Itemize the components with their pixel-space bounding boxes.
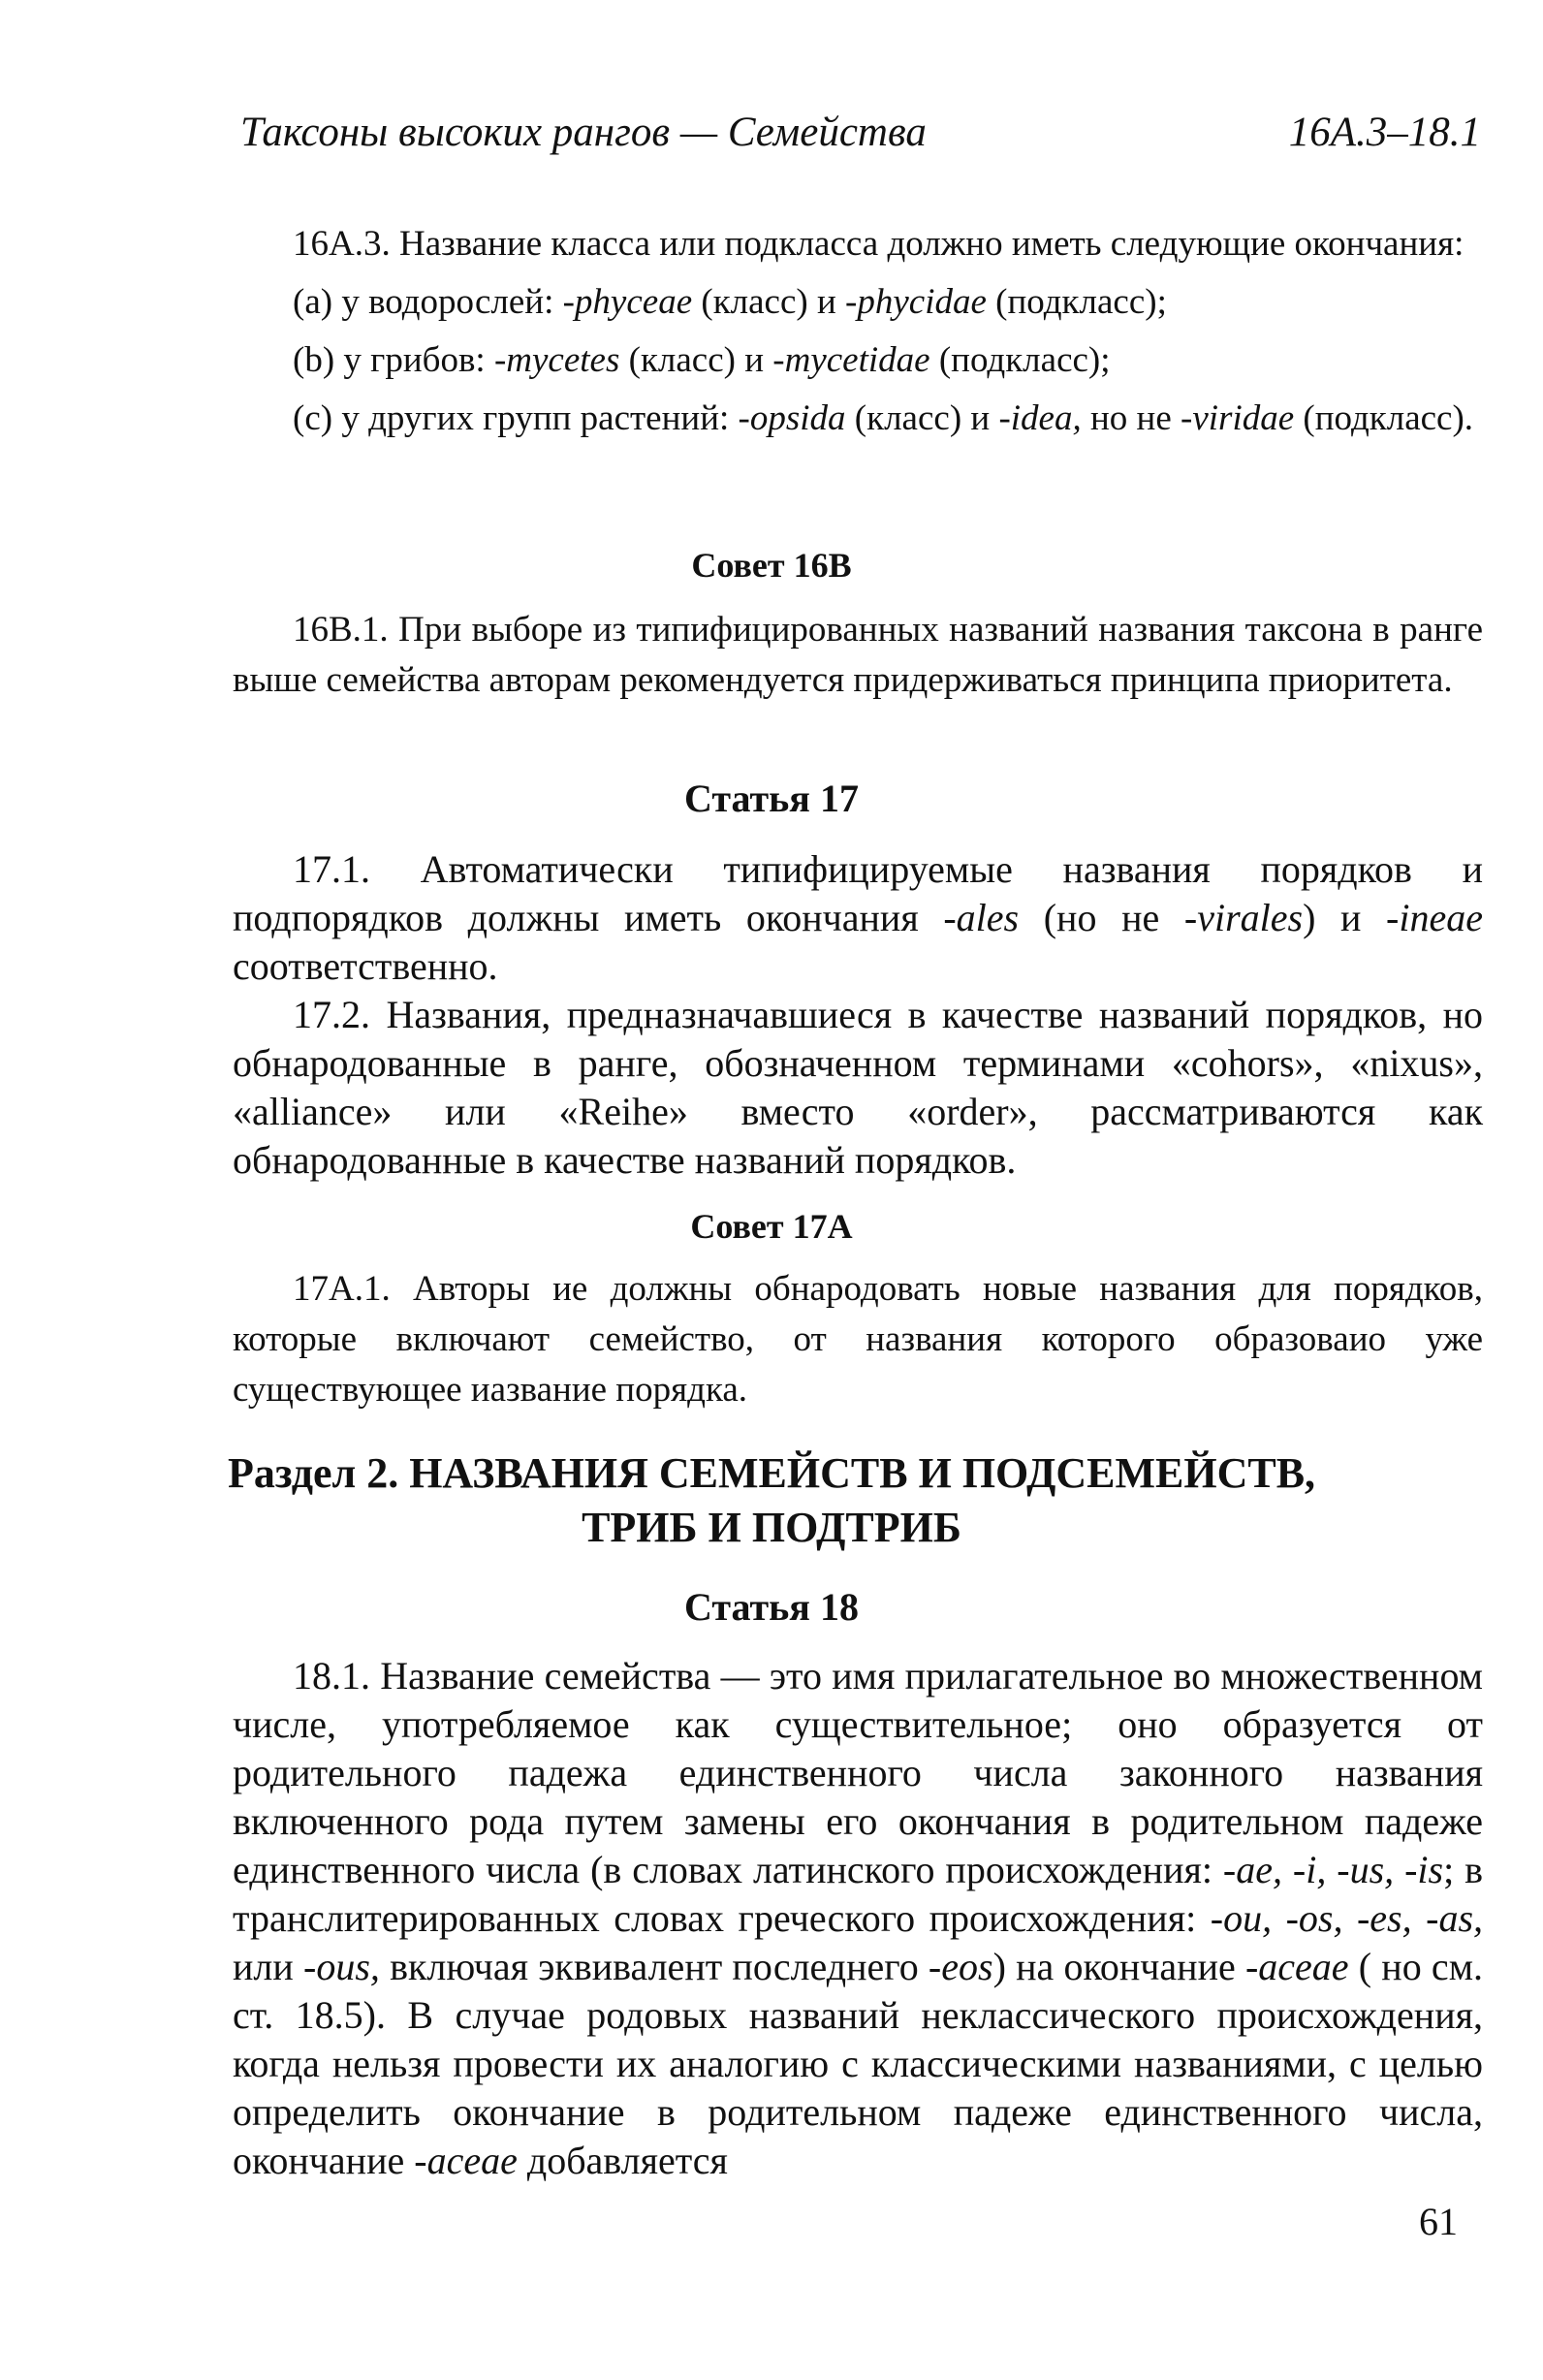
section-2-heading-line1: Раздел 2. НАЗВАНИЯ СЕМЕЙСТВ И ПОДСЕМЕЙСТВ, (227, 1449, 1316, 1497)
rec-16a3-intro: 16A.3. Название класса или подкласса должно иметь следующие окончания: (293, 224, 1464, 264)
article-18-heading: Статья 18 (684, 1585, 859, 1629)
section-2-heading-line2: ТРИБ И ПОДТРИБ (582, 1504, 961, 1551)
rec-16a3-item-a: (a) у водорослей: -phyceae (класс) и -phycidae (подкласс); (293, 282, 1167, 322)
article-17-2: 17.2. Названия, предназначавшиеся в качестве названий порядков, но обнародованные в ранге, обозначенном терминами «cohors», «nixus», «alliance» или «Reihe» вместо «order», рассматриваются как обнародованные в качестве названий порядков. (233, 993, 1483, 1182)
rec-16a3-item-c: (c) у других групп растений: -opsida (класс) и -idea, но не -viridae (подкласс). (293, 398, 1474, 438)
sovet-17a-text: 17A.1. Авторы ие должны обнародовать новые названия для порядков, которые включают семейство, от названия которого образоваио уже существующее иазвание порядка. (233, 1269, 1483, 1410)
rec-16a3-item-b: (b) у грибов: -mycetes (класс) и -mycetidae (подкласс); (293, 340, 1111, 380)
page-number: 61 (1419, 2200, 1458, 2243)
sovet-16b-text: 16B.1. При выборе из типифицированных названий названия таксона в ранге выше семейства авторам рекомендуется придерживаться принципа приоритета. (233, 610, 1483, 700)
recommendation-16a3 (233, 219, 1483, 452)
sovet-17a-heading: Совет 17A (690, 1207, 853, 1246)
article-17-1: 17.1. Автоматически типифицируемые названия порядков и подпорядков должны иметь окончания -ales (но не -virales) и -ineae соответственно. (233, 847, 1483, 988)
article-17-text (233, 845, 1483, 1185)
article-18-text (233, 1652, 1483, 2185)
article-18-1: 18.1. Название семейства — это имя прилагательное во множественном числе, употребляемое как существительное; оно образуется от родительного падежа единственного числа законного названия включенного рода путем замены его окончания в родительном падеже единственного числа (в словах латинского происхождения: -ae, -i, -us, -is; в транслитерированных словах греческого происхождения: -ou, -os, -es, -as, или -ous, включая эквивалент последнего -eos) на окончание -aceae ( но см. ст. 18.5). В случае родовых названий неклассического происхождения, когда нельзя провести их аналогию с классическими названиями, с целью определить окончание в родительном падеже единственного числа, окончание -aceae добавляется (233, 1654, 1484, 2182)
sovet-16b-heading: Совет 16B (691, 546, 852, 585)
running-header-title: Таксоны высоких рангов — Семейства (240, 110, 927, 155)
running-header-section: 16A.3–18.1 (1288, 110, 1481, 155)
article-17-heading: Статья 17 (684, 777, 859, 820)
section-2-heading (0, 1446, 1543, 1555)
